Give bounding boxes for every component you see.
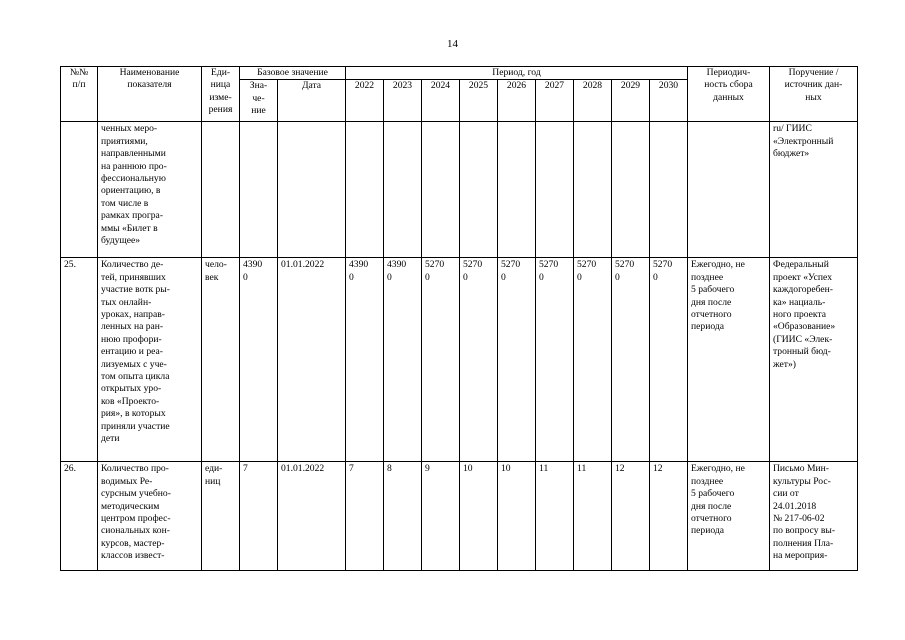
row-year-value: 5270 0 [574, 258, 612, 462]
row-source: Письмо Мин- культуры Рос- сии от 24.01.2018 № 217-06-02 по вопросу вы- полнения Пла- на мероприя- [770, 462, 858, 571]
row-base-value: 4390 0 [240, 258, 278, 462]
row-base-date: 01.01.2022 [278, 462, 346, 571]
header-year: 2026 [498, 80, 536, 122]
row-year-value [498, 122, 536, 258]
row-year-value: 11 [536, 462, 574, 571]
row-year-value: 5270 0 [612, 258, 650, 462]
header-name: Наименование показателя [98, 67, 202, 122]
row-periodicity: Ежегодно, не позднее 5 рабочего дня после отчетного периода [688, 258, 770, 462]
header-year: 2024 [422, 80, 460, 122]
row-year-value: 5270 0 [536, 258, 574, 462]
row-year-value: 5270 0 [422, 258, 460, 462]
row-year-value [612, 122, 650, 258]
row-year-value: 9 [422, 462, 460, 571]
row-unit: чело- век [202, 258, 240, 462]
header-year: 2025 [460, 80, 498, 122]
header-periodicity: Периодич- ность сбора данных [688, 67, 770, 122]
row-num: 26. [61, 462, 98, 571]
table-row [61, 122, 858, 258]
header-base-value: Зна- че- ние [240, 80, 278, 122]
row-year-value: 10 [498, 462, 536, 571]
header-year: 2028 [574, 80, 612, 122]
row-year-value [384, 122, 422, 258]
row-base-value [240, 122, 278, 258]
row-year-value [536, 122, 574, 258]
header-year: 2027 [536, 80, 574, 122]
row-year-value [650, 122, 688, 258]
row-year-value: 5270 0 [650, 258, 688, 462]
row-year-value [346, 122, 384, 258]
row-periodicity: Ежегодно, не позднее 5 рабочего дня после отчетного периода [688, 462, 770, 571]
table-row [61, 258, 858, 462]
row-year-value: 12 [650, 462, 688, 571]
row-name: Количество про- водимых Ре- сурсным учебно- методическим центром профес- сиональных кон- курсов, мастер- классов извест- [98, 462, 202, 571]
row-num: 25. [61, 258, 98, 462]
row-base-date: 01.01.2022 [278, 258, 346, 462]
row-name: Количество де- тей, принявших участие вотк ры- тых онлайн- уроках, направ- ленных на ран- нюю профори- ентацию и реа- лизуемых с уче- том опыта цикла открытых уро- ков «Проекто- рия», в которых приняли участие дети [98, 258, 202, 462]
row-unit: еди- ниц [202, 462, 240, 571]
row-periodicity [688, 122, 770, 258]
row-year-value: 10 [460, 462, 498, 571]
header-year: 2022 [346, 80, 384, 122]
row-year-value: 11 [574, 462, 612, 571]
row-year-value: 12 [612, 462, 650, 571]
row-num [61, 122, 98, 258]
row-base-value: 7 [240, 462, 278, 571]
row-name: ченных меро- приятиями, направленными на раннюю про- фессиональную ориентацию, в том числе в рамках програ- ммы «Билет в будущее» [98, 122, 202, 258]
indicators-table [60, 66, 858, 571]
row-year-value: 7 [346, 462, 384, 571]
header-base-date: Дата [278, 80, 346, 122]
row-year-value: 5270 0 [498, 258, 536, 462]
row-year-value: 4390 0 [384, 258, 422, 462]
header-base: Базовое значение [240, 67, 346, 80]
header-num: №№ п/п [61, 67, 98, 122]
page-number: 14 [447, 38, 458, 50]
row-year-value [422, 122, 460, 258]
header-year: 2023 [384, 80, 422, 122]
row-year-value [574, 122, 612, 258]
header-unit: Еди- ница изме- рения [202, 67, 240, 122]
row-year-value: 5270 0 [460, 258, 498, 462]
header-year: 2029 [612, 80, 650, 122]
row-base-date [278, 122, 346, 258]
table-row [61, 462, 858, 571]
header-year: 2030 [650, 80, 688, 122]
row-source: ru/ ГИИС «Электронный бюджет» [770, 122, 858, 258]
header-period: Период, год [346, 67, 688, 80]
header-row-1 [61, 67, 858, 80]
row-source: Федеральный проект «Успех каждогоребен- ка» нациаль- ного проекта «Образование» (ГИИС «Элек- тронный бюд- жет») [770, 258, 858, 462]
header-source: Поручение / источник дан- ных [770, 67, 858, 122]
row-year-value [460, 122, 498, 258]
row-unit [202, 122, 240, 258]
row-year-value: 4390 0 [346, 258, 384, 462]
row-year-value: 8 [384, 462, 422, 571]
